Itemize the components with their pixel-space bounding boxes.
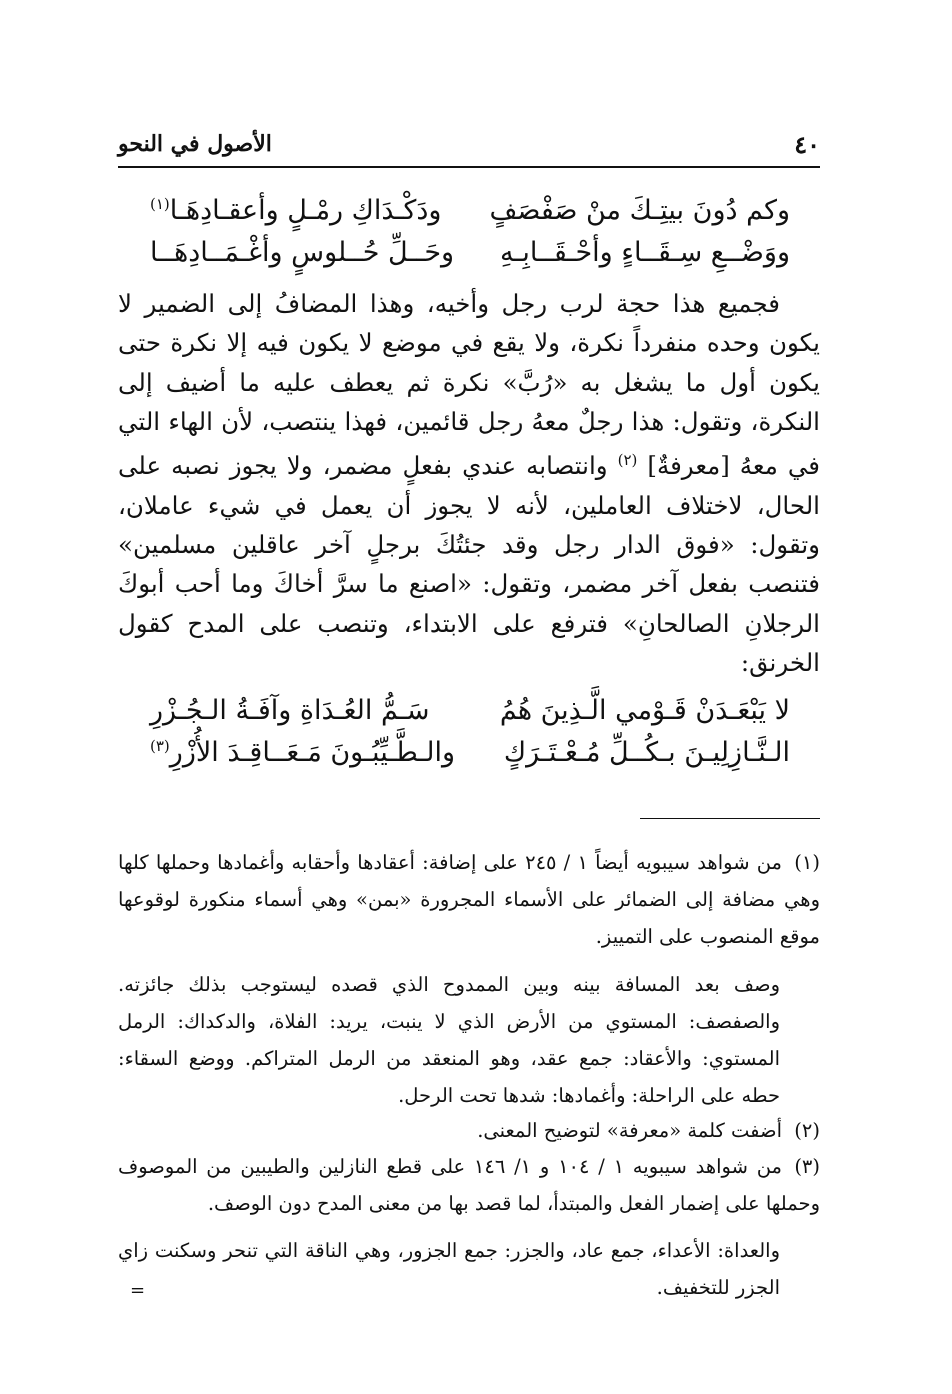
footnote-ref-3: (٣) <box>150 736 170 755</box>
page-number: ٤٠ <box>794 129 820 159</box>
body-text <box>118 284 820 682</box>
margin-mark: = <box>130 1280 146 1301</box>
verse-1-line-2-second-hemistich: وحَــلِّ حُــلوسٍ وأغْـمَــادِهَــا <box>150 236 455 268</box>
verse-2-line-1-first-hemistich: لا يَبْعَـدَنْ قَـوْمي الَّـذِينَ هُمُ <box>499 694 790 726</box>
footnote-3-text: من شواهد سيبويه ١ / ١٠٤ و ١/ ١٤٦ على قطع النازلين والطيبين من الموصوف وحملها على إضمار الفعل والمبتدأ، لما قصد بها من معنى المدح دون الوصف. <box>118 1155 820 1215</box>
footnote-1-commentary: وصف بعد المسافة بينه وبين الممدوح الذي قصده ليستوجب بذلك جائزته. والصفصف: المستوي من الأرض الذي لا ينبت، يريد: الفلاة، والدكداك: الرمل المستوي: والأعقاد: جمع عقد، وهو المنعقد من الرمل المتراكم. ووضع السقاء: حطه على الراحلة: وأغمادها: شدها تحت الرحل. <box>118 973 780 1107</box>
verse-2-line-2-second-hemistich <box>150 737 455 768</box>
footnote-2 <box>118 1112 820 1149</box>
footnote-1 <box>118 844 820 955</box>
footnote-1-number: (١) <box>794 851 820 874</box>
verse-1-line-1-first-hemistich: وكم دُونَ بيتِـكَ منْ صَفْصَفٍ <box>489 194 790 226</box>
hemistich-text: والـطَّـيِّبُـونَ مَـعَــاقِـدَ الأُزْرِ <box>169 736 456 768</box>
paragraph-part-2: وانتصابه عندي بفعلٍ مضمر، ولا يجوز نصبه على الحال، لاختلاف العاملين، لأنه لا يجوز أن يعمل في شيء عاملان، وتقول: «فوق الدار رجل وقد جئتُكَ برجلٍ آخر عاقلين مسلمين» فتنصب بفعل آخر مضمر، وتقول: «اصنع ما سرَّ أخاكَ وما أحب أبوكَ الرجلانِ الصالحانِ» فترفع على الابتداء، وتنصب على المدح كقول الخرنق: <box>118 451 820 677</box>
verse-1-line-1-second-hemistich <box>150 195 441 226</box>
page-header <box>118 126 820 162</box>
verse-1-line-2-first-hemistich: ووَضْــعِ سِـقَــاءٍ وأحْـقَــابِـهِ <box>499 236 790 268</box>
running-title: الأصول في النحو <box>118 131 272 157</box>
footnote-2-number: (٢) <box>794 1119 820 1142</box>
verse-1-line-2 <box>150 232 790 272</box>
header-rule <box>118 166 820 168</box>
paragraph-part-1: فجميع هذا حجة لرب رجل وأخيه، وهذا المضافُ إلى الضمير لا يكون وحده منفرداً نكرة، ولا يقع في موضع لا يكون فيه إلا نكرة حتى يكون أول ما يشغل به «رُبَّ» نكرة ثم يعطف عليه ما أضيف إلى النكرة، وتقول: هذا رجلٌ معهُ رجل قائمين، فهذا ينتصب، لأن الهاء التي في معهُ [معرفةٌ] <box>118 289 820 481</box>
verse-2-line-2-first-hemistich: الـنَّـازِلِيـنَ بـكُــلِّ مُـعْـتَـرَكٍ <box>503 736 790 768</box>
body-paragraph <box>118 284 820 682</box>
footnote-ref-1: (١) <box>150 194 170 213</box>
footnote-separator <box>640 818 820 819</box>
verse-2-line-1 <box>150 690 790 730</box>
footnote-3-commentary: والعداة: الأعداء، جمع عاد، والجزر: جمع الجزور، وهي الناقة التي تنحر وسكنت زاي الجزر للتخفيف. <box>118 1239 780 1299</box>
footnote-2-text: أضفت كلمة «معرفة» لتوضيح المعنى. <box>477 1119 782 1142</box>
footnote-ref-2: (٢) <box>617 451 638 470</box>
verse-1-line-1 <box>150 190 790 230</box>
footnote-3-number: (٣) <box>794 1155 821 1178</box>
hemistich-text: ودَكْـدَاكِ رمْـلٍ وأعقـادِهَـا <box>169 194 442 226</box>
verse-2-line-1-second-hemistich: سَـمُّ العُـدَاةِ وآفَـةُ الـجُـزْرِ <box>150 694 430 726</box>
verse-2-line-2 <box>150 732 790 772</box>
footnote-1-text: من شواهد سيبويه أيضاً ١ / ٢٤٥ على إضافة: أعقادها وأحقابه وأغمادها وحملها كلها وهي مضافة إلى الضمائر على الأسماء المجرورة «بمن» وهي أسماء منكورة لوقوعها موقع المنصوب على التمييز. <box>118 851 820 948</box>
footnote-3 <box>118 1148 820 1222</box>
